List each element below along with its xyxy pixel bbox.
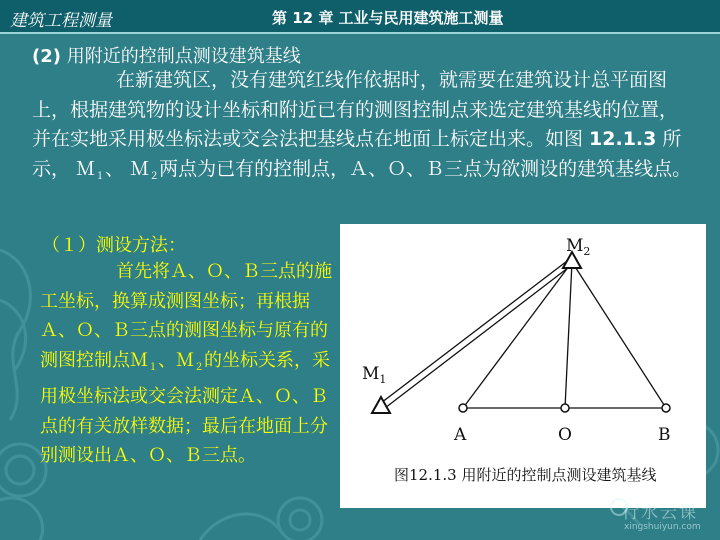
- intro-text-3: 两点为已有的控制点，Ａ、Ｏ、Ｂ三点为欲测设的建筑基线点。: [159, 157, 692, 180]
- intro-paragraph: [32, 66, 694, 191]
- m2-subscript: 2: [583, 245, 591, 258]
- figure-caption: 图12.1.3 用附近的控制点测设建筑基线: [394, 466, 657, 484]
- course-title: 建筑工程测量: [10, 11, 112, 31]
- method-separator: 、Ｍ: [158, 349, 194, 371]
- section-heading: [32, 42, 301, 68]
- method-text-1: 首先将Ａ、Ｏ、Ｂ三点的施工坐标，换算成测图坐标；再根据Ａ、Ｏ、Ｂ三点的测图坐标与原有的测图控制点Ｍ: [40, 261, 332, 371]
- a-label: A: [454, 425, 467, 445]
- method-paragraph: [40, 257, 332, 471]
- intro-separator: 、 Ｍ: [105, 157, 150, 180]
- m1-letter: M: [362, 364, 380, 384]
- chapter-title: 第 12 章 工业与民用建筑施工测量: [272, 9, 504, 27]
- o-label: O: [558, 425, 572, 445]
- m1-label: [362, 364, 386, 386]
- m1-m2-line-outer: [381, 258, 571, 403]
- m1-control-triangle-icon: [372, 397, 390, 413]
- header-bar: [0, 0, 720, 34]
- intro-m2-subscript: ２: [149, 170, 160, 182]
- intro-m1-subscript: １: [95, 170, 106, 182]
- baseline-figure: [340, 224, 706, 508]
- intro-text-1: 在新建筑区，没有建筑红线作依据时，就需要在建筑设计总平面图上，根据建筑物的设计坐标和附近已有的测图控制点来选定建筑基线的位置，并在实地采用极坐标法或交会法把基线点在地面上标定出来。如图: [32, 69, 679, 150]
- watermark-brand: 行水云课: [622, 503, 698, 523]
- m2-o-line: [565, 262, 572, 408]
- m1-subscript: 1: [379, 373, 387, 386]
- b-label: B: [658, 425, 671, 445]
- section-number: (2): [32, 46, 61, 67]
- method-m2-subscript: ２: [194, 361, 204, 373]
- method-heading: （１）测设方法：: [42, 235, 186, 256]
- point-o-marker: [561, 404, 569, 412]
- m2-label: [566, 236, 590, 258]
- m2-b-line: [572, 262, 666, 408]
- method-m1-subscript: １: [148, 361, 158, 373]
- m2-letter: M: [566, 236, 584, 256]
- figure-reference: 12.1.3: [589, 128, 657, 150]
- intro-text-2: 所示， Ｍ: [32, 128, 682, 180]
- point-a-marker: [459, 404, 467, 412]
- section-heading-text: 用附近的控制点测设建筑基线: [66, 46, 301, 67]
- method-text-2: 的坐标关系，采用极坐标法或交会法测定Ａ、Ｏ、Ｂ点的有关放样数据；最后在地面上分别测设出Ａ、Ｏ、Ｂ三点。: [40, 349, 330, 466]
- watermark-url: xingshuiyun.com: [624, 522, 701, 532]
- point-b-marker: [662, 404, 670, 412]
- watermark-logo: [610, 496, 720, 540]
